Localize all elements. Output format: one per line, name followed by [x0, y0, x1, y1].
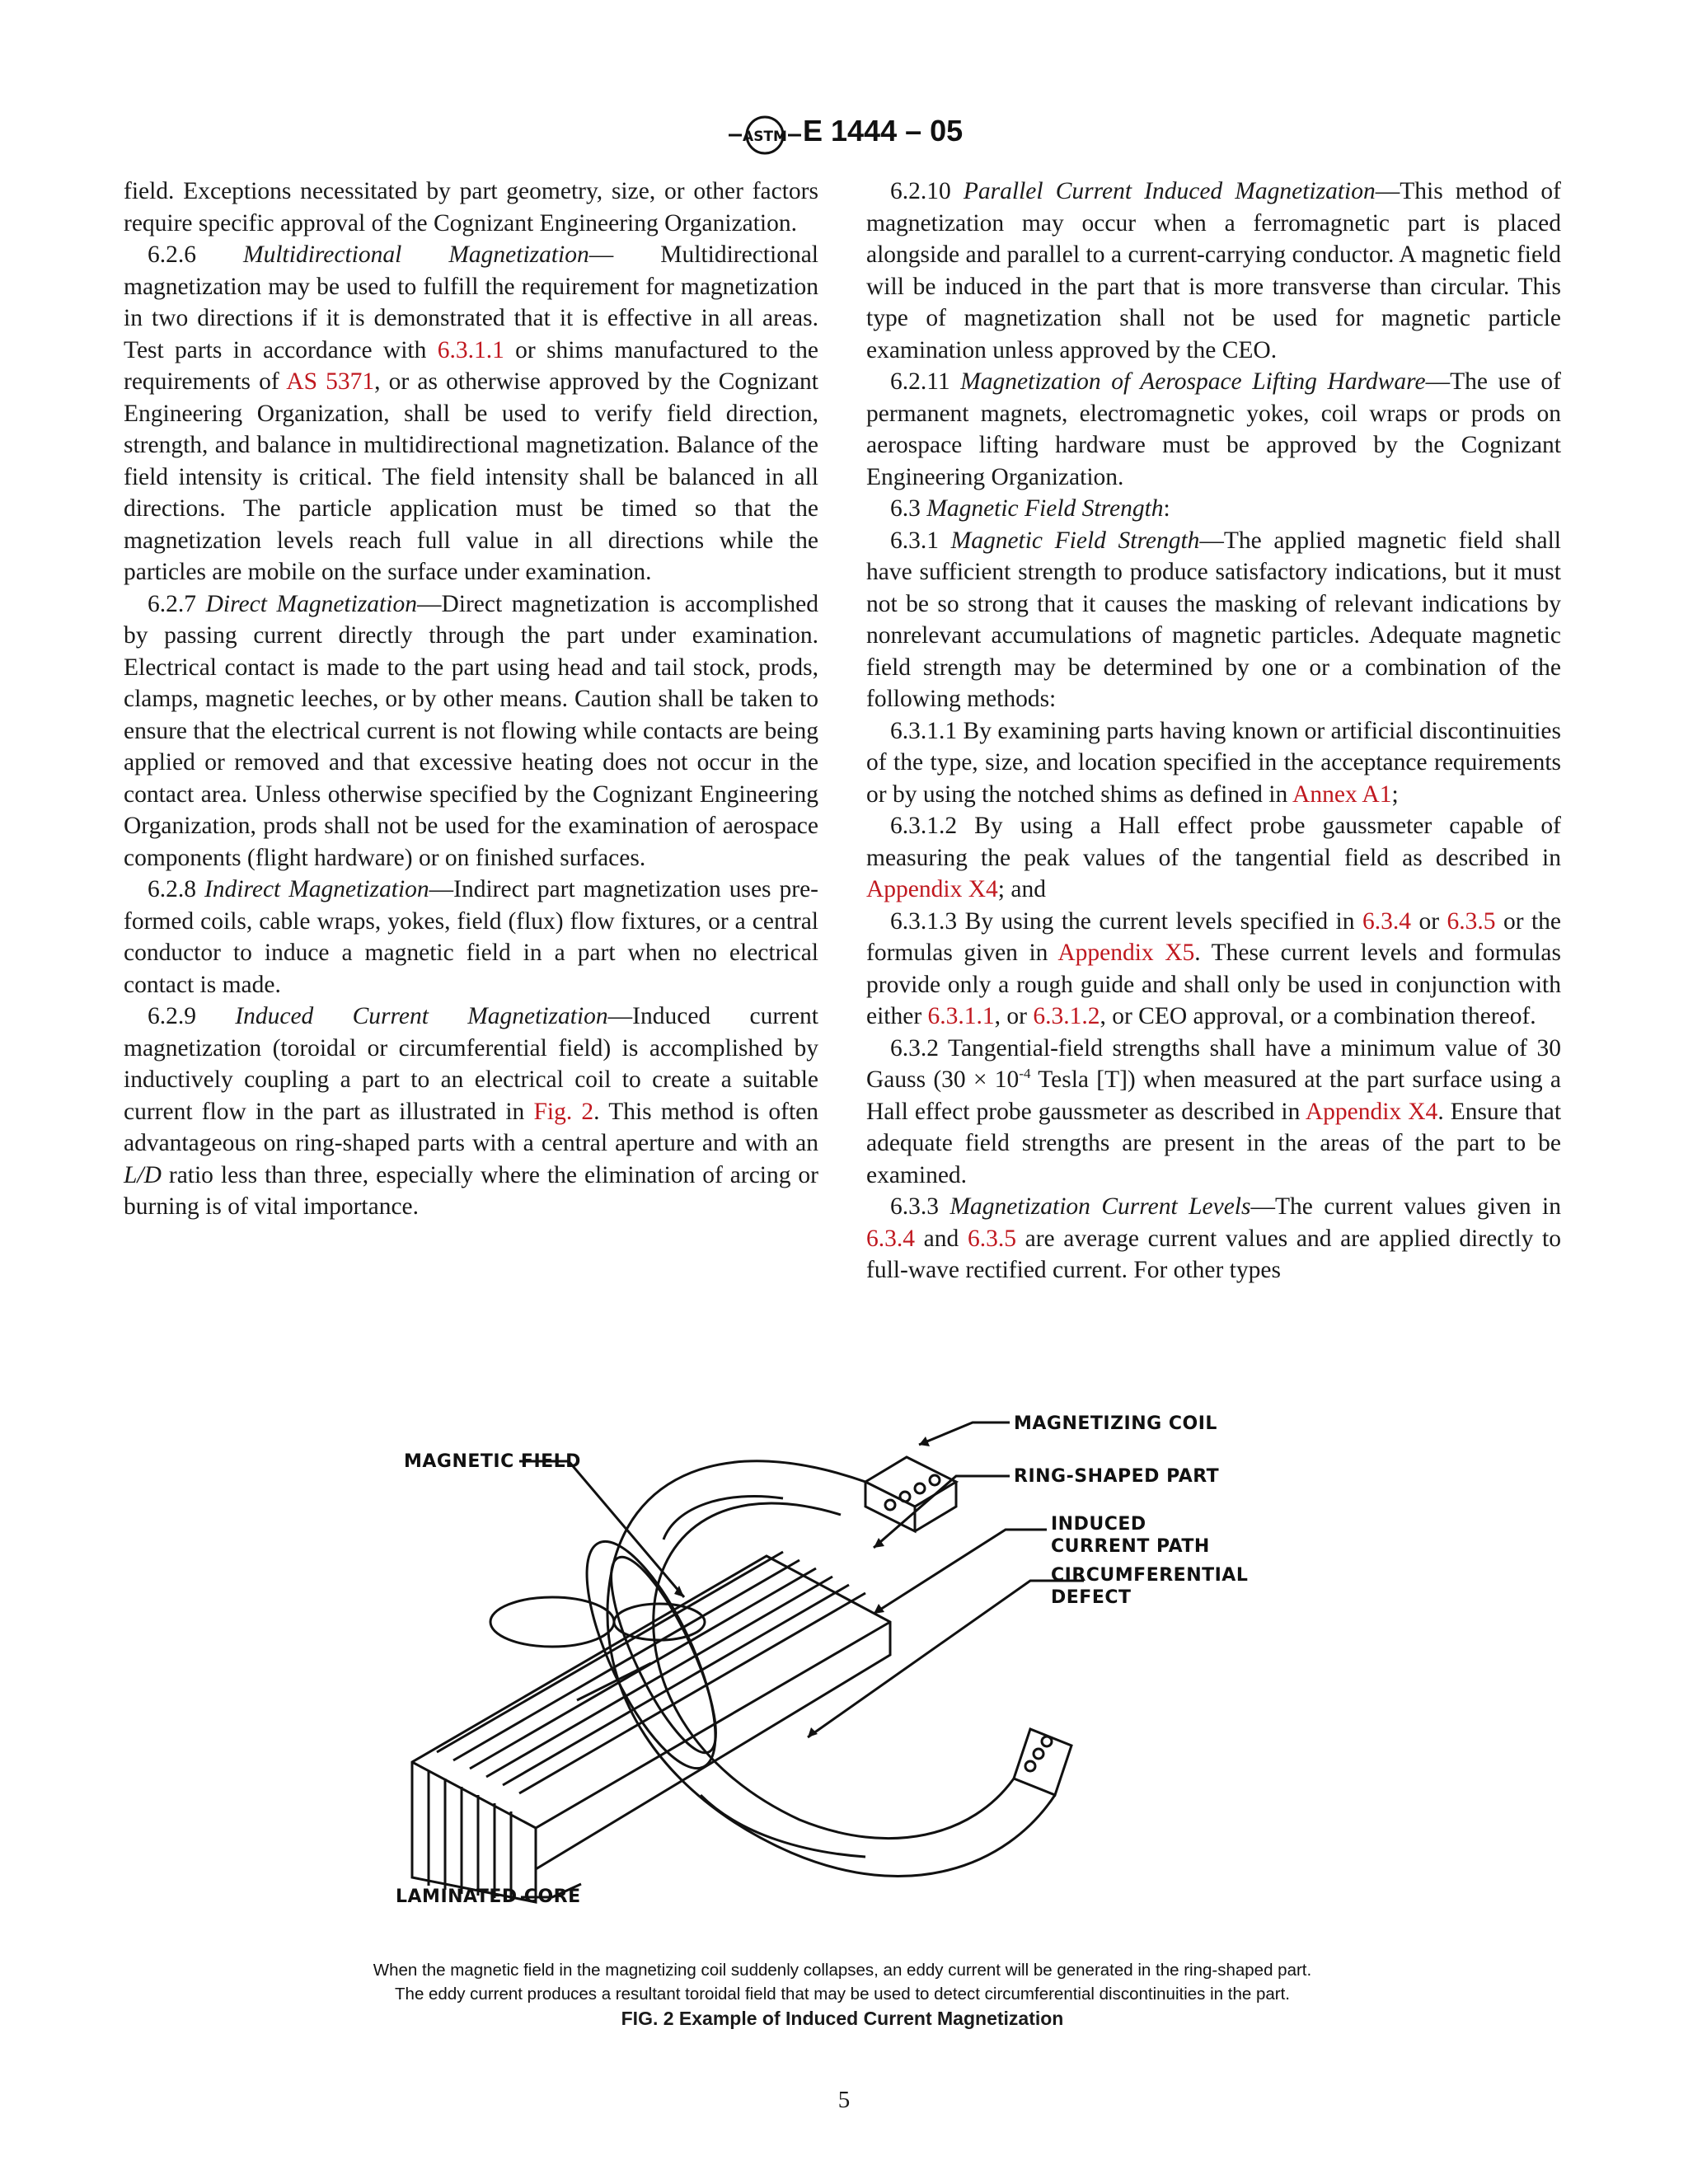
magnetizing-coil-inner: [654, 1503, 1014, 1839]
figure-2-diagram: [379, 1408, 1319, 1935]
label-induced: INDUCED: [1051, 1514, 1146, 1535]
link-6-3-5[interactable]: 6.3.5: [1447, 907, 1496, 935]
link-6-3-4[interactable]: 6.3.4: [866, 1225, 915, 1252]
link-appendix-x4[interactable]: Appendix X4: [866, 876, 998, 902]
section-6-2-9: 6.2.9 Induced Current Magnetization—Induced current magnetization (toroidal or circumferential field) is accomplished by inductively coupling a part to an electrical coil to create a suitable current flow in the part as illustrated in Fig. 2. This method is often advantageous on ring-shaped parts with a central aperture and with an L/D ratio less than three, especially where the elimination of arcing or burning is of vital importance.: [124, 1003, 819, 1220]
link-annex-a1[interactable]: Annex A1: [1292, 780, 1392, 808]
section-title: Parallel Current Induced Magnetization: [963, 178, 1376, 204]
section-title: Magnetization of Aerospace Lifting Hardware: [960, 368, 1426, 395]
link-6-3-4[interactable]: 6.3.4: [1362, 907, 1411, 935]
section-title: Magnetic Field Strength: [950, 527, 1200, 554]
section-6-3-3: 6.3.3 Magnetization Current Levels—The current values given in 6.3.4 and 6.3.5 are average current values and are applied directly to full-wave rectified current. For other types: [866, 1193, 1562, 1283]
section-6-3-1-3: 6.3.1.3 By using the current levels specified in 6.3.4 or 6.3.5 or the formulas given in Appendix X5. These current levels and formulas provide only a rough guide and shall only be used in conjunction with either 6.3.1.1, or 6.3.1.2, or CEO approval, or a combination thereof.: [866, 907, 1562, 1029]
label-circumferential: CIRCUMFERENTIAL: [1051, 1565, 1249, 1586]
link-6-3-1-2[interactable]: 6.3.1.2: [1033, 1003, 1100, 1029]
section-title: Induced Current Magnetization: [235, 1003, 608, 1029]
link-6-3-1-1[interactable]: 6.3.1.1: [927, 1003, 995, 1029]
section-6-3-2: 6.3.2 Tangential-field strengths shall have a minimum value of 30 Gauss ($30 \times 10^{-4}$ Tesla [T]) when measured at the part surface using a Hall effect probe gaussmeter as described in Appendix X4. Ensure that adequate field strengths are present in the areas of the part to be examined.: [866, 1034, 1562, 1188]
induced-current-magnetization-illustration: [379, 1408, 1319, 1935]
induced-current-leader: [874, 1530, 1047, 1614]
label-magnetizing-coil: MAGNETIZING COIL: [1014, 1413, 1217, 1434]
defect-leader: [808, 1581, 1084, 1737]
section-6-3-1: 6.3.1 Magnetic Field Strength—The applied magnetic field shall have sufficient strength to produce satisfactory indications, but it must not be so strong that it causes the masking of relevant indications by nonrelevant accumulations of magnetic particles. Adequate magnetic field strength may be determined by one or a combination of the following methods:: [866, 527, 1561, 712]
figure-caption-line-2: The eddy current produces a resultant toroidal field that may be used to detect circumferential discontinuities in the part.: [395, 1985, 1290, 2004]
link-6-3-5[interactable]: 6.3.5: [967, 1225, 1016, 1252]
document-id: E 1444 – 05: [803, 114, 964, 148]
figure-title: FIG. 2 Example of Induced Current Magnetization: [621, 2008, 1064, 2029]
figure-caption-line-1: When the magnetic field in the magnetizing coil suddenly collapses, an eddy current will be generated in the ring-shaped part.: [373, 1961, 1312, 1980]
section-6-2-10: 6.2.10 Parallel Current Induced Magnetization—This method of magnetization may occur when a ferromagnetic part is placed alongside and parallel to a current-carrying conductor. A magnetic field will be induced in the part that is more transverse than circular. This type of magnetization shall not be used for magnetic particle examination unless approved by the CEO.: [866, 178, 1561, 363]
page-number: 5: [837, 2087, 851, 2113]
magnetizing-coil-leader: [919, 1422, 1010, 1445]
link-appendix-x5[interactable]: Appendix X5: [1057, 940, 1195, 966]
section-6-3-1-2: 6.3.1.2 By using a Hall effect probe gaussmeter capable of measuring the peak values of the tangential field as described in Appendix X4; and: [866, 813, 1561, 902]
label-ring-shaped-part: RING-SHAPED PART: [1014, 1466, 1220, 1487]
paragraph-continuation: field. Exceptions necessitated by part geometry, size, or other factors require specific approval of the Cognizant Engineering Organization.: [124, 178, 818, 237]
section-6-3: 6.3 Magnetic Field Strength:: [890, 495, 1170, 522]
section-6-2-6: 6.2.6 Multidirectional Magnetization— Multidirectional magnetization may be used to fulfill the requirement for magnetization in two directions if it is demonstrated that it is effective in all areas. Test parts in accordance with 6.3.1.1 or shims manufactured to the requirements of AS 5371, or as otherwise approved by the Cognizant Engineering Organization, shall be used to verify field direction, strength, and balance in multidirectional magnetization. Balance of the field intensity is critical. The field intensity shall be balanced in all directions. The particle application must be timed so that the magnetization levels reach full value in all directions while the particles are mobile on the surface under examination.: [124, 241, 819, 585]
section-title: Multidirectional Magnetization: [243, 241, 589, 268]
section-title: Magnetic Field Strength: [926, 495, 1164, 522]
label-defect: DEFECT: [1051, 1587, 1132, 1608]
right-column: [866, 176, 1561, 1286]
astm-logo-icon: [725, 114, 804, 155]
left-column: [124, 176, 818, 1223]
page-header: [0, 110, 1688, 157]
label-laminated-core: LAMINATED CORE: [396, 1886, 581, 1907]
link-appendix-x4[interactable]: Appendix X4: [1305, 1098, 1438, 1125]
section-6-2-8: 6.2.8 Indirect Magnetization—Indirect part magnetization uses pre-formed coils, cable wraps, yokes, field (flux) flow fixtures, or a central conductor to induce a magnetic field in a part when no electrical contact is made.: [124, 876, 818, 998]
link-as-5371[interactable]: AS 5371: [286, 368, 375, 395]
section-6-3-1-1: 6.3.1.1 By examining parts having known or artificial discontinuities of the type, size, and location specified in the acceptance requirements or by using the notched shims as defined in Annex A1;: [866, 717, 1561, 808]
section-title: Magnetization Current Levels: [950, 1193, 1251, 1220]
section-6-2-11: 6.2.11 Magnetization of Aerospace Lifting Hardware—The use of permanent magnets, electromagnetic yokes, coil wraps or prods on aerospace lifting hardware must be approved by the Cognizant Engineering Organization.: [866, 368, 1562, 490]
label-current-path: CURRENT PATH: [1051, 1536, 1210, 1557]
label-magnetic-field: MAGNETIC FIELD: [404, 1451, 581, 1472]
ring-part-leader: [874, 1476, 1010, 1548]
section-title: Direct Magnetization: [205, 590, 417, 617]
section-6-2-7: 6.2.7 Direct Magnetization—Direct magnetization is accomplished by passing current directly through the part under examination. Electrical contact is made to the part using head and tail stock, prods, clamps, magnetic leeches, or by other means. Caution shall be taken to ensure that the electrical current is not flowing while contacts are being applied or removed and that excessive heating does not occur in the contact area. Unless otherwise specified by the Cognizant Engineering Organization, prods shall not be used for the examination of aerospace components (flight hardware) or on finished surfaces.: [124, 590, 818, 871]
link-6-3-1-1[interactable]: 6.3.1.1: [437, 336, 504, 363]
coil-top-end: [865, 1457, 956, 1507]
logo-text: ASTM: [743, 129, 787, 145]
section-title: Indirect Magnetization: [204, 876, 429, 902]
link-fig-2[interactable]: Fig. 2: [533, 1098, 594, 1125]
